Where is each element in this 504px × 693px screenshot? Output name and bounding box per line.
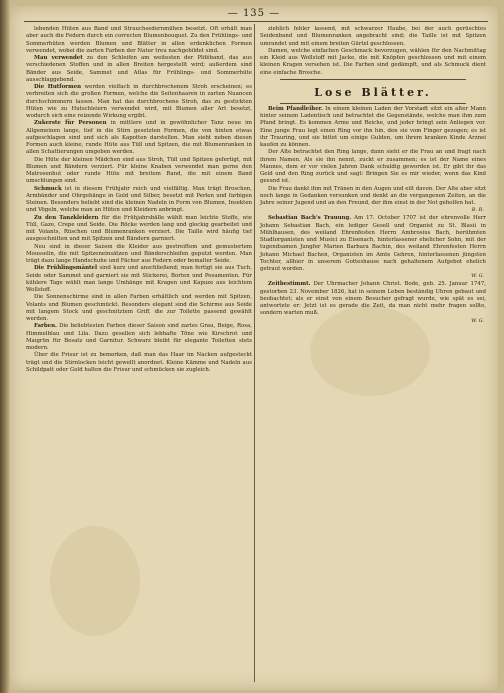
right-column-top-text xyxy=(260,26,486,77)
left-column xyxy=(26,26,252,374)
column-divider xyxy=(254,24,255,682)
paragraph xyxy=(260,281,486,317)
paragraph-lead: Sebastian Bach's Trauung. xyxy=(268,215,352,222)
paragraph-text: werden vielfach in durchbrochenem Stroh erscheinen; es verbreiten sich die großen Formen, welche die Seitenhaaren in zarten Nuancen durchschimmern lassen. Man hat das durchbrochene Stroh, das zu gestickten Hüten wie zu Hutschleiern verwendet wird, mit Blumen aller Art besetzt, wodurch sich eine reizende Wirkung ergibt. xyxy=(26,84,252,119)
signature: B. R. xyxy=(471,207,484,214)
paragraph xyxy=(26,84,252,120)
paragraph-text: Die Sonnenschirme sind in allen Farben erhältlich und werden mit Spitzen, Volants und Blumen geschmückt. Besonders elegant sind die Schirme aus Seide mit langem Stock und geschnitztem Griff, die zur Toilette passend gewählt werden. xyxy=(26,294,252,322)
right-column-article-2 xyxy=(260,215,486,273)
paragraph xyxy=(26,157,252,186)
paragraph-lead: Die Hutformen xyxy=(34,84,82,90)
paragraph-text: sind kurz und anschließend; man fertigt sie aus Tuch, Seide oder Sammet und garniert sie mit Stickerei, Borten und Posamenten. Für kühlere Tage wählt man lange Umhänge mit Kragen und Kapuze aus leichtem Wollstoff. xyxy=(26,265,252,293)
paragraph-lead: Zeitbestimmt. xyxy=(268,281,311,288)
paragraph xyxy=(260,48,486,77)
paragraph xyxy=(260,149,486,185)
paragraph xyxy=(26,186,252,215)
paragraph xyxy=(26,244,252,266)
signature: W. G. xyxy=(471,317,484,324)
paragraph-text: lebenden Hüten aus Band und Strauchsedernmühen besetzt. Oft erhält man aber auch die Federn durch ein correcten Blumenbouquet. Zu den Frühlings- und Sommerhüten werden Blumen und Blätter in allen erdenklichen Formen verwendet, wobei die zarten Farben der Natur treu nachgebildet sind. xyxy=(26,26,252,54)
paragraph xyxy=(260,186,486,208)
paragraph xyxy=(26,352,252,374)
paragraph xyxy=(26,294,252,323)
paragraph-text: ist in diesem Frühjahr reich und vielfältig. Man trägt Broschen, Armbänder und Ohrgehänge in Gold und Silber, besetzt mit Perlen und farbigen Steinen. Besonders beliebt sind die kleinen Nadeln in Form von Blumen, Insekten und Vögeln, welche man an Hüten und Kleidern anbringt. xyxy=(26,185,252,214)
right-column-article-1 xyxy=(260,106,486,208)
right-column-article-3 xyxy=(260,281,486,317)
paragraph xyxy=(26,215,252,244)
paper-stain xyxy=(50,526,140,636)
paragraph-text: Die Hüte der kleinen Mädchen sind aus Stroh, Tüll und Spitzen gefertigt, mit Blumen und Bändern verziert. Für kleine Knaben verwendet man gerne den Matrosenhut oder runde Hüte mit breitem Rand, die mit einem Band umschlungen sind. xyxy=(26,156,252,185)
paragraph-text: Der Alte betrachtet den Ring lange, dann sieht er die Frau an und fragt nach ihrem Namen. Als sie ihn nennt, zuckt er zusammen; es ist der Name eines Mannes, dem er vor vielen Jahren Dank schuldig geworden ist. Er gibt ihr das Geld und den Ring zurück und sagt: Bringen Sie es mir wieder, wenn das Kind gesund ist. xyxy=(260,149,486,185)
paragraph xyxy=(260,215,486,273)
paragraph xyxy=(26,55,252,84)
book-binding xyxy=(0,0,10,693)
paragraph-text: in mittlere und in gewöhnlicher Tanz neue im Allgemeinen lange, tief in die Stirn gesetzten Formen, die von hinten etwas aufgeschlagen sind und sich als Kapotten darstellen. Man sieht neben diesen Formen auch kleine, runde Hüte aus Tüll und Spitzen, die mit Blumenranken in allen Schattierungen umgeben werden. xyxy=(26,120,252,156)
header-rule xyxy=(24,21,488,22)
paragraph xyxy=(260,106,486,150)
paragraph xyxy=(26,26,252,55)
section-rule xyxy=(280,103,466,104)
paragraph-text: für die Frühjahrsbälle wählt man leichte Stoffe, wie Tüll, Gaze, Crepe und Seide. Die Röcke werden lang und glockig gearbeitet und mit Volants, Rüschen und Blumenranken verziert. Die Taille wird häufig tief ausgeschnitten und mit Spitzen und Bändern garniert. xyxy=(26,214,252,243)
paragraph-text: In einem kleinen Laden der Vorstadt sitzt ein alter Mann hinter seinem Ladentisch und betrachtet die Gegenstände, welche man ihm zum Pfand bringt. Es kommen Arme und Reiche, und jeder bringt sein Anliegen vor. Eine junge Frau legt einen Ring vor ihn hin, den sie vom Finger gezogen; es ist ihr Trauring, und sie bittet um einige Gulden, um ihrem kranken Kinde Arznei kaufen zu können. xyxy=(260,105,486,148)
paragraph xyxy=(260,26,486,48)
paragraph-text: zu den Schleifen am weitesten der Pliféband, das aus verschiedenen Stoffen und in allen Breiten hergestellt wird; außerdem sind Bänder aus Seide, Sammet und Atlas für Frühlings- und Sommerhüte ausschlaggebend. xyxy=(26,55,252,83)
paragraph-lead: Schmuck xyxy=(34,185,62,192)
paragraph-text: ziehlich fehler lassend, mit schwarzer Haube, bei der auch gerüschtes Seidenband und Blumenranken angebracht sind; die Taille ist mit Spitzen umrandet und mit einem breiten Gürtel geschlossen. xyxy=(260,26,486,47)
paragraph-text: Die Frau dankt ihm mit Tränen in den Augen und eilt davon. Der Alte aber sitzt noch lange in Gedanken versunken und denkt an die vergangenen Zeiten, an die Jahre seiner Jugend und an den Freund, der ihm einst in der Not geholfen hat. xyxy=(260,185,486,206)
paragraph-lead: Zukerste für Personen xyxy=(34,120,107,127)
document-page xyxy=(10,6,498,690)
paragraph xyxy=(26,120,252,156)
paragraph-text: Über die Frisur ist zu bemerken, daß man das Haar im Nacken aufgesteckt trägt und die Stirnlocken leicht gewellt anordnet. Kleine Kämme und Nadeln aus Schildpatt oder Gold halten die Frisur und schmücken sie zugleich. xyxy=(26,352,252,373)
paragraph-text: Die beliebtesten Farben dieser Saison sind zartes Grau, Beige, Rosa, Himmelblau und Lila. Dazu gesellen sich lebhafte Töne wie Kirschrot und Maigrün für Besatz und Garnitur. Schwarz bleibt für elegante Toiletten stets modern. xyxy=(26,323,252,351)
right-column xyxy=(260,26,486,326)
page-number: — 135 — xyxy=(227,8,281,19)
paragraph-text: Neu sind in dieser Saison die Kleider aus gestreiftem und gemustertem Mousselin, die mit Spitzeneinsätzen und Bänderschleifen geputzt werden. Man trägt dazu lange Handschuhe und Fächer aus Federn oder bemalter Seide. xyxy=(26,243,252,264)
paragraph-lead: Farben. xyxy=(34,323,57,330)
paragraph xyxy=(26,265,252,294)
section-rule xyxy=(280,79,466,80)
paragraph-text: Am 17. October 1707 ist der ehrenvolle Herr Johann Sebastian Bach, ein lediger Gesell und Organist zu St. Blasii in Mühlhausen, des weiland Ehrenfesten Herrn Ambrosius Bach, berühmten Stadtorganisten und Musici zu Eisenach, hinterlassener ehelicher Sohn, mit der tugendsamen Jungfer Marien Barbara Bachin, des weiland Ehrenfesten Herrn Johann Michael Bachen, Organisten im Amte Gehren, hinterlassenen jüngsten Tochter, allhier in unserem Gotteshause nach gehaltenem Aufgebot ehelich getraut worden. xyxy=(260,215,486,272)
section-title: Lose Blätter. xyxy=(314,85,432,99)
paragraph-lead: Die Frühlingsmäntel xyxy=(34,265,98,272)
paragraph-lead: Mau verwendet xyxy=(34,55,83,61)
paragraph-lead: Beim Pfandleiher. xyxy=(268,105,323,112)
paragraph-lead: Zu den Tanzkleidern xyxy=(34,214,99,221)
paragraph-text: Der Uhrmacher Johann Christ. Bode, geb. 25. Januar 1747, gestorben 23. November 1826, hat in seinem Leben beständig Uhren gebaut und beobachtet; als er einst von einem Besucher gefragt wurde, wie spät es sei, antwortete er: Jetzt ist es gerade die Zeit, da man nicht mehr fragen sollte, sondern warten muß. xyxy=(260,281,486,317)
paragraph-text: Damen, welche einfachen Geschmack bevorzugen, wählen für den Nachmittag ein Kleid aus Wollstoff mit Jacke, die mit Knöpfen geschlossen und mit einem kleinen Kragen versehen ist. Die Farben sind gedämpft, und als Schmuck dient eine einfache Brosche. xyxy=(260,47,486,76)
paragraph xyxy=(26,323,252,352)
signature: W. G. xyxy=(471,273,484,280)
